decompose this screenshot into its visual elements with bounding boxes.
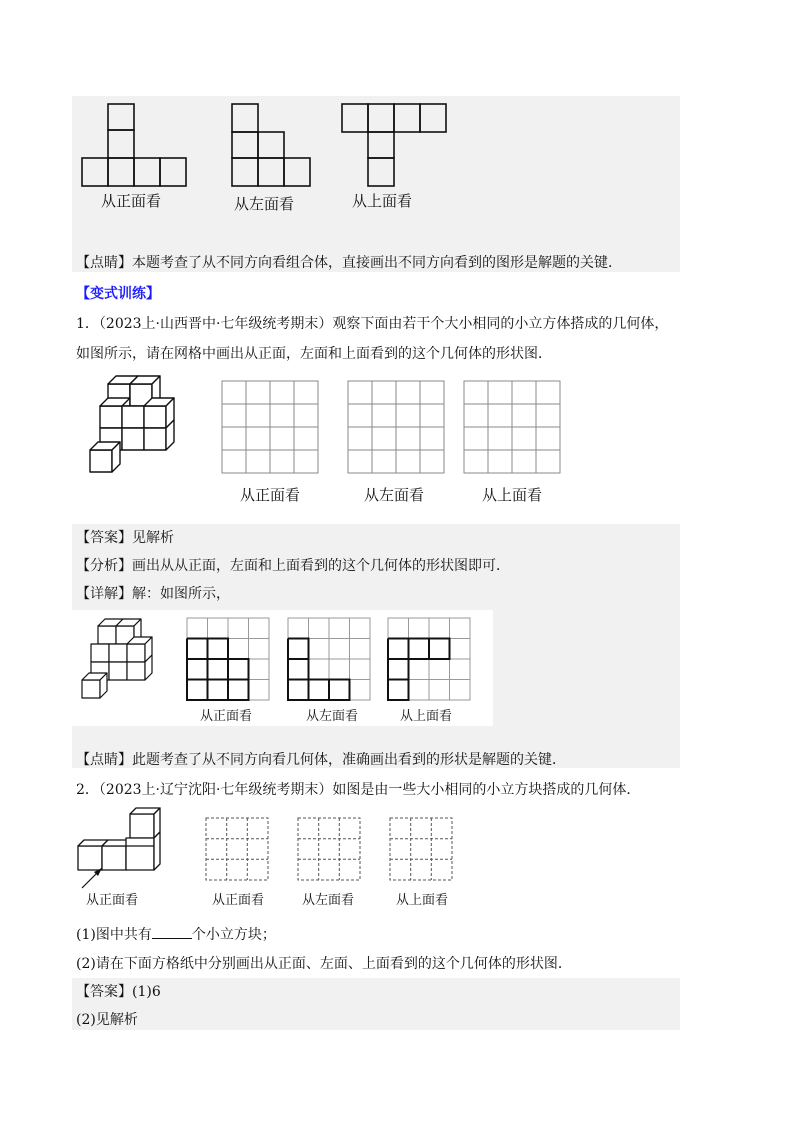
q1-grid-front bbox=[222, 381, 318, 473]
q2-arrow-caption: 从正面看 bbox=[86, 893, 139, 908]
q2-part1-blank bbox=[152, 924, 192, 939]
q2-grid-front bbox=[206, 818, 268, 880]
q1-caption-front: 从正面看 bbox=[240, 486, 301, 504]
top-figure-side-panel bbox=[458, 96, 680, 272]
q2-part2: (2)请在下面方格纸中分别画出从正面、左面、上面看到的这个几何体的形状图． bbox=[76, 956, 572, 972]
q1-solution-side-panel bbox=[493, 610, 680, 768]
q2-grid-left bbox=[298, 818, 360, 880]
q1-solution-caption-front: 从正面看 bbox=[200, 709, 253, 724]
q1-note: 【点睛】此题考查了从不同方向看几何体，准确画出看到的形状是解题的关键． bbox=[76, 752, 566, 768]
q2-answer-panel bbox=[72, 978, 680, 1030]
q1-solution-cube-stack bbox=[80, 624, 160, 702]
q1-line1: 1．（2023上·山西晋中·七年级统考期末）观察下面由若干个大小相同的小立方体搭成的几何体， bbox=[76, 316, 669, 332]
q1-line2: 如图所示，请在网格中画出从正面，左面和上面看到的这个几何体的形状图． bbox=[76, 346, 552, 362]
q1-grid-top bbox=[464, 381, 560, 473]
q1-cube-stack bbox=[86, 382, 182, 478]
q1-solution-top bbox=[388, 618, 470, 700]
q2-answer1: 【答案】(1)6 bbox=[76, 984, 161, 1000]
q1-answer: 【答案】见解析 bbox=[76, 530, 174, 546]
q1-grid-left bbox=[348, 381, 444, 473]
q2-caption-left: 从左面看 bbox=[302, 893, 355, 908]
q2-arrow-icon bbox=[80, 862, 110, 892]
top-top-view bbox=[342, 104, 450, 186]
q1-solution-caption-top: 从上面看 bbox=[400, 709, 453, 724]
top-left-view bbox=[232, 104, 312, 186]
top-caption-front: 从正面看 bbox=[101, 192, 162, 210]
q1-detail: 【详解】解：如图所示， bbox=[76, 586, 230, 602]
q2-line1: 2．（2023上·辽宁沈阳·七年级统考期末）如图是由一些大小相同的小立方块搭成的几何体． bbox=[76, 782, 641, 798]
q2-answer2: (2)见解析 bbox=[76, 1012, 138, 1028]
q1-analysis: 【分析】画出从从正面，左面和上面看到的这个几何体的形状图即可． bbox=[76, 558, 510, 574]
q2-caption-front: 从正面看 bbox=[212, 893, 265, 908]
q1-caption-top: 从上面看 bbox=[482, 486, 543, 504]
q2-grid-top bbox=[390, 818, 452, 880]
q2-part1-post: 个小立方块； bbox=[191, 927, 276, 943]
top-caption-top: 从上面看 bbox=[352, 192, 413, 210]
note1-text: 【点睛】本题考查了从不同方向看组合体，直接画出不同方向看到的图形是解题的关键． bbox=[76, 255, 622, 271]
q1-caption-left: 从左面看 bbox=[364, 486, 425, 504]
q1-solution-left bbox=[288, 618, 370, 700]
q2-caption-top: 从上面看 bbox=[396, 893, 449, 908]
q1-solution-caption-left: 从左面看 bbox=[306, 709, 359, 724]
section-title: 【变式训练】 bbox=[76, 286, 160, 302]
top-front-view bbox=[82, 104, 192, 186]
q2-part1-pre: (1)图中共有 bbox=[76, 927, 152, 943]
q2-part1 bbox=[76, 924, 276, 945]
top-caption-left: 从左面看 bbox=[234, 195, 295, 213]
q1-solution-front bbox=[187, 618, 269, 700]
